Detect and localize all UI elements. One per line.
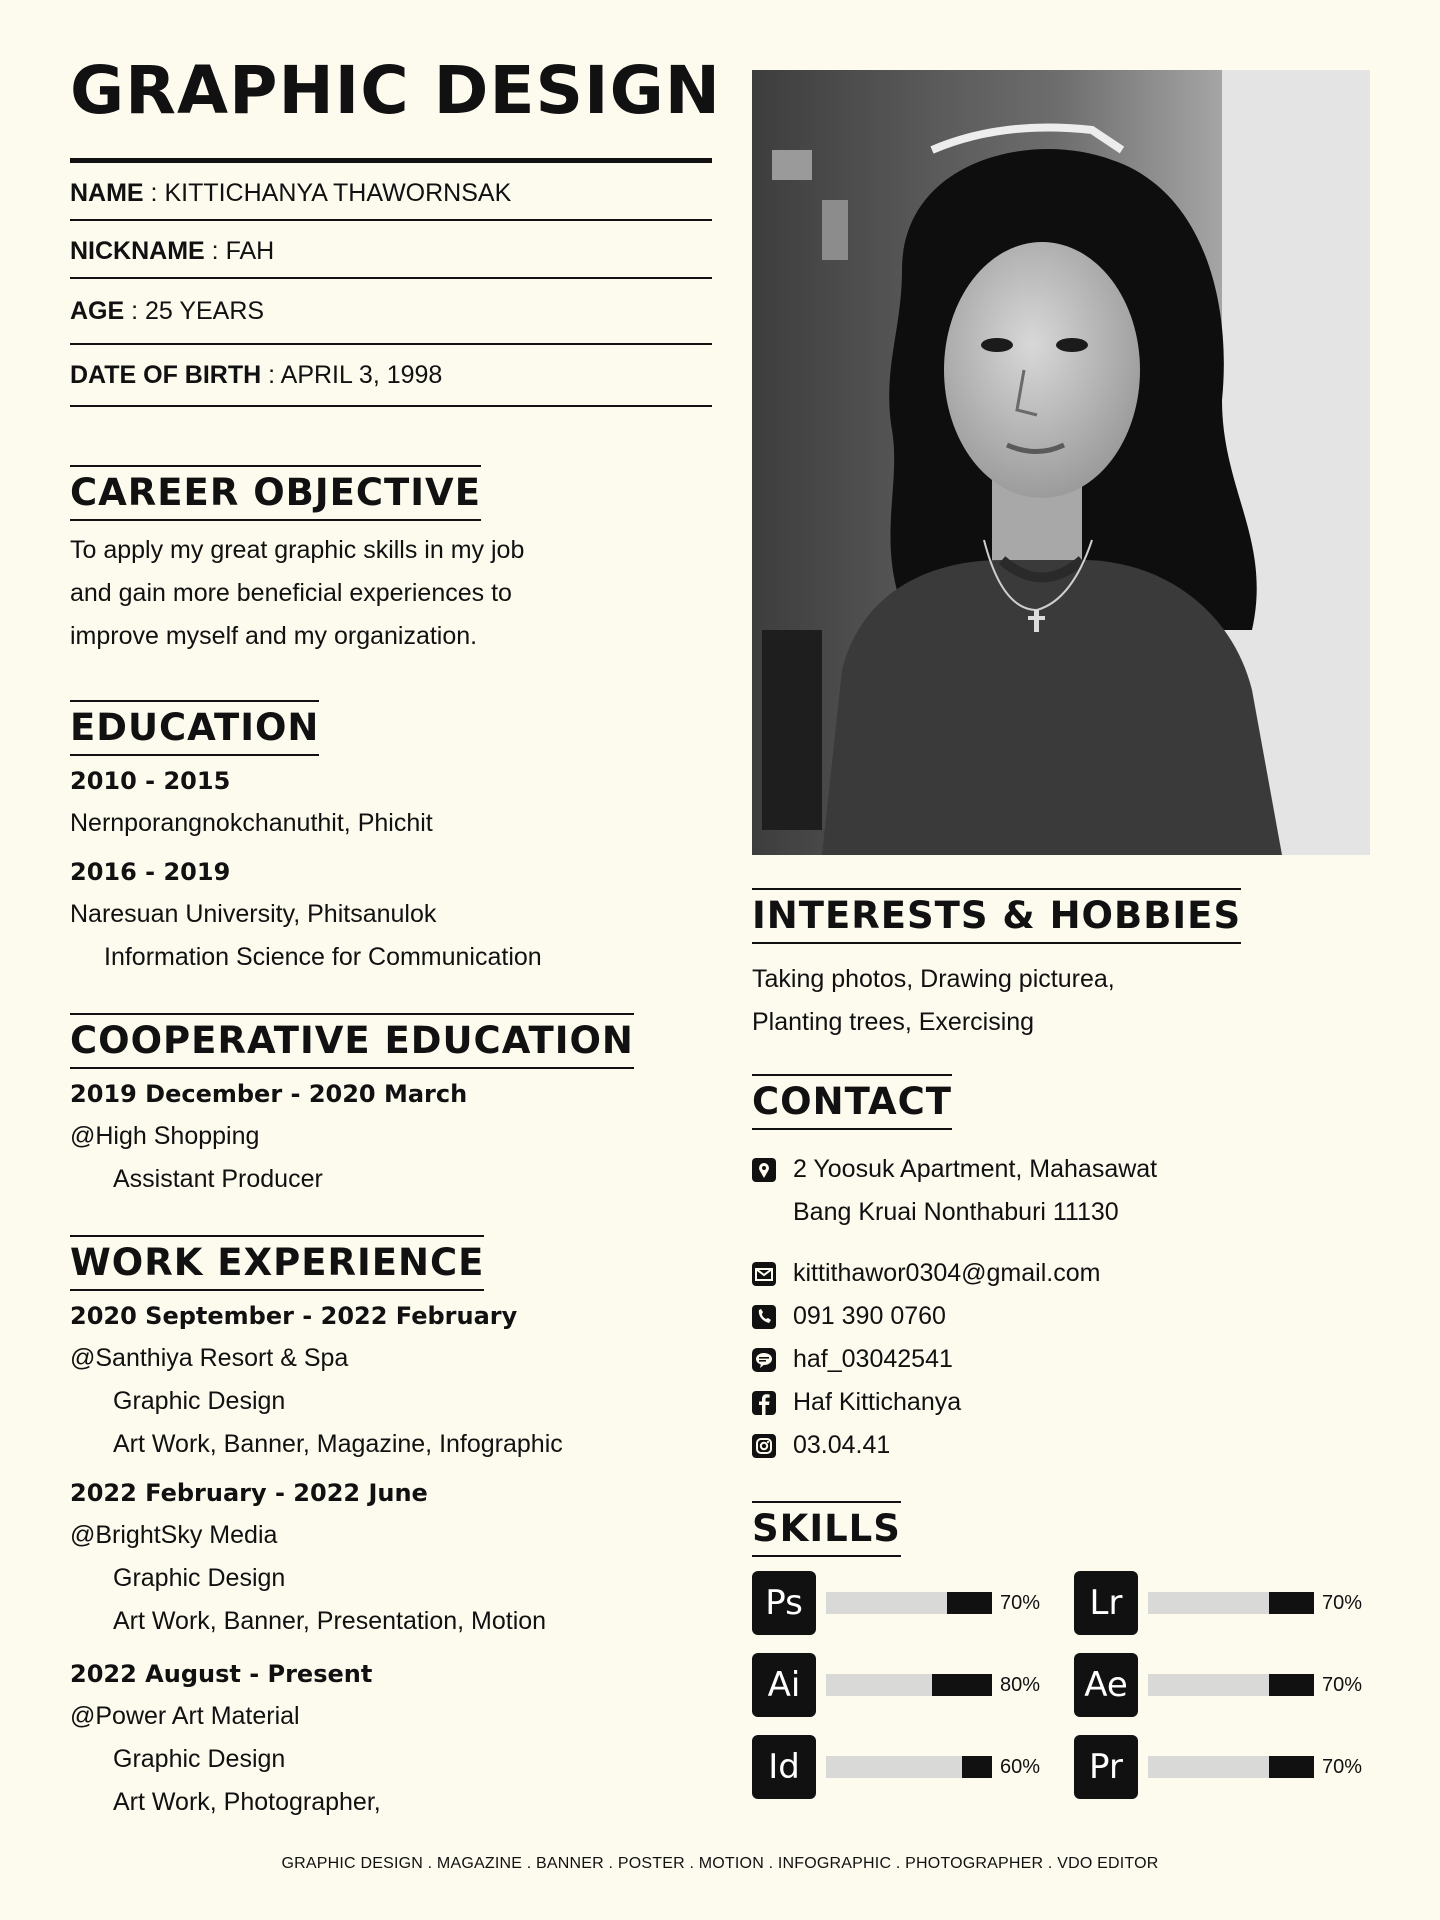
info-label: NICKNAME — [70, 237, 205, 265]
career-title: CAREER OBJECTIVE — [70, 465, 481, 521]
info-age: AGE : 25 YEARS — [70, 279, 712, 345]
skill-bar-fill — [1269, 1756, 1314, 1778]
info-value: APRIL 3, 1998 — [280, 361, 443, 389]
email-text[interactable]: kittithawor0304@gmail.com — [793, 1259, 1101, 1287]
page-title: GRAPHIC DESIGN — [70, 52, 722, 129]
education-detail: Information Science for Communication — [104, 943, 542, 971]
work-place: @Power Art Material — [70, 1702, 300, 1730]
education-school: Nernporangnokchanuthit, Phichit — [70, 809, 433, 837]
phone-text[interactable]: 091 390 0760 — [793, 1302, 946, 1330]
skill-bar-track — [1148, 1674, 1314, 1696]
skill-badge: Ai — [752, 1653, 816, 1717]
footer-tagline: GRAPHIC DESIGN . MAGAZINE . BANNER . POSTER . MOTION . INFOGRAPHIC . PHOTOGRAPHER . VDO EDITOR — [281, 1855, 1159, 1872]
skill-bar-fill — [1269, 1674, 1314, 1696]
info-label: NAME — [70, 179, 144, 207]
contact-address-2 — [752, 1191, 1372, 1234]
skill-bar-fill — [932, 1674, 992, 1696]
career-line: improve myself and my organization. — [70, 622, 478, 650]
instagram-icon — [752, 1434, 776, 1458]
coop-role: Assistant Producer — [113, 1165, 323, 1193]
skill-badge: Ae — [1074, 1653, 1138, 1717]
contact-address — [752, 1148, 1372, 1191]
work-place: @BrightSky Media — [70, 1521, 278, 1549]
skills-section — [752, 1501, 1372, 1811]
coop-section — [70, 1013, 720, 1201]
info-dob: DATE OF BIRTH : APRIL 3, 1998 — [70, 345, 712, 407]
education-section — [70, 700, 720, 979]
skill-badge: Pr — [1074, 1735, 1138, 1799]
work-role: Graphic Design — [113, 1745, 286, 1773]
contact-title: CONTACT — [752, 1074, 952, 1130]
skills-grid — [752, 1571, 1372, 1811]
skill-badge: Lr — [1074, 1571, 1138, 1635]
education-years: 2010 - 2015 — [70, 767, 231, 795]
work-period: 2022 February - 2022 June — [70, 1479, 428, 1507]
info-name: NAME : KITTICHANYA THAWORNSAK — [70, 163, 712, 221]
address-line: Bang Kruai Nonthaburi 11130 — [793, 1198, 1119, 1226]
career-line: and gain more beneficial experiences to — [70, 579, 512, 607]
work-tasks: Art Work, Photographer, — [113, 1788, 381, 1816]
education-years: 2016 - 2019 — [70, 858, 231, 886]
skills-title: SKILLS — [752, 1501, 901, 1557]
address-line: 2 Yoosuk Apartment, Mahasawat — [793, 1155, 1158, 1183]
skill-bar-fill — [947, 1592, 992, 1614]
education-title: EDUCATION — [70, 700, 319, 756]
contact-phone — [752, 1295, 1372, 1338]
skill-percent: 70% — [1322, 1673, 1363, 1696]
skill-percent: 60% — [1000, 1755, 1041, 1778]
skill-bar-track — [826, 1756, 992, 1778]
skill-percent: 80% — [1000, 1673, 1041, 1696]
interests-line: Taking photos, Drawing picturea, — [752, 965, 1115, 993]
skill-pr — [1074, 1735, 1362, 1799]
skill-bar-track — [1148, 1592, 1314, 1614]
facebook-icon — [752, 1391, 776, 1415]
profile-photo — [752, 70, 1370, 855]
interests-title: INTERESTS & HOBBIES — [752, 888, 1241, 944]
interests-text — [752, 958, 1372, 1044]
map-pin-icon — [752, 1158, 776, 1182]
work-tasks: Art Work, Banner, Magazine, Infographic — [113, 1430, 563, 1458]
skill-bar-fill — [1269, 1592, 1314, 1614]
skill-percent: 70% — [1322, 1755, 1363, 1778]
line-chat-icon — [752, 1348, 776, 1372]
interests-line: Planting trees, Exercising — [752, 1008, 1035, 1036]
line-id-text[interactable]: haf_03042541 — [793, 1345, 953, 1373]
phone-icon — [752, 1305, 776, 1329]
skill-bar-track — [826, 1674, 992, 1696]
work-period: 2022 August - Present — [70, 1660, 373, 1688]
contact-facebook — [752, 1381, 1372, 1424]
info-nickname: NICKNAME : FAH — [70, 221, 712, 279]
work-period: 2020 September - 2022 February — [70, 1302, 518, 1330]
skill-badge: Ps — [752, 1571, 816, 1635]
skill-ps — [752, 1571, 1040, 1635]
career-section — [70, 465, 720, 658]
info-value: 25 YEARS — [145, 297, 265, 325]
info-value: KITTICHANYA THAWORNSAK — [164, 179, 512, 207]
work-role: Graphic Design — [113, 1564, 286, 1592]
contact-section — [752, 1074, 1372, 1467]
info-label: DATE OF BIRTH — [70, 361, 262, 389]
education-school: Naresuan University, Phitsanulok — [70, 900, 437, 928]
skill-id — [752, 1735, 1040, 1799]
instagram-text[interactable]: 03.04.41 — [793, 1431, 891, 1459]
work-role: Graphic Design — [113, 1387, 286, 1415]
skill-bar-track — [1148, 1756, 1314, 1778]
work-title: WORK EXPERIENCE — [70, 1235, 484, 1291]
skill-percent: 70% — [1000, 1591, 1041, 1614]
facebook-text[interactable]: Haf Kittichanya — [793, 1388, 962, 1416]
skill-lr — [1074, 1571, 1362, 1635]
skill-ae — [1074, 1653, 1362, 1717]
skill-badge: Id — [752, 1735, 816, 1799]
work-tasks: Art Work, Banner, Presentation, Motion — [113, 1607, 547, 1635]
info-value: FAH — [225, 237, 275, 265]
skill-percent: 70% — [1322, 1591, 1363, 1614]
skill-bar-fill — [962, 1756, 992, 1778]
interests-section — [752, 888, 1372, 1044]
contact-email — [752, 1252, 1372, 1295]
skill-bar-track — [826, 1592, 992, 1614]
info-label: AGE — [70, 297, 125, 325]
career-line: To apply my great graphic skills in my job — [70, 536, 525, 564]
coop-title: COOPERATIVE EDUCATION — [70, 1013, 634, 1069]
contact-line — [752, 1338, 1372, 1381]
contact-instagram — [752, 1424, 1372, 1467]
coop-place: @High Shopping — [70, 1122, 260, 1150]
coop-period: 2019 December - 2020 March — [70, 1080, 468, 1108]
work-place: @Santhiya Resort & Spa — [70, 1344, 349, 1372]
mail-icon — [752, 1262, 776, 1286]
right-column — [752, 888, 1372, 1811]
portrait-illustration — [752, 70, 1370, 855]
skill-ai — [752, 1653, 1040, 1717]
career-text — [70, 529, 720, 658]
left-column — [70, 52, 722, 1824]
work-section — [70, 1235, 720, 1824]
